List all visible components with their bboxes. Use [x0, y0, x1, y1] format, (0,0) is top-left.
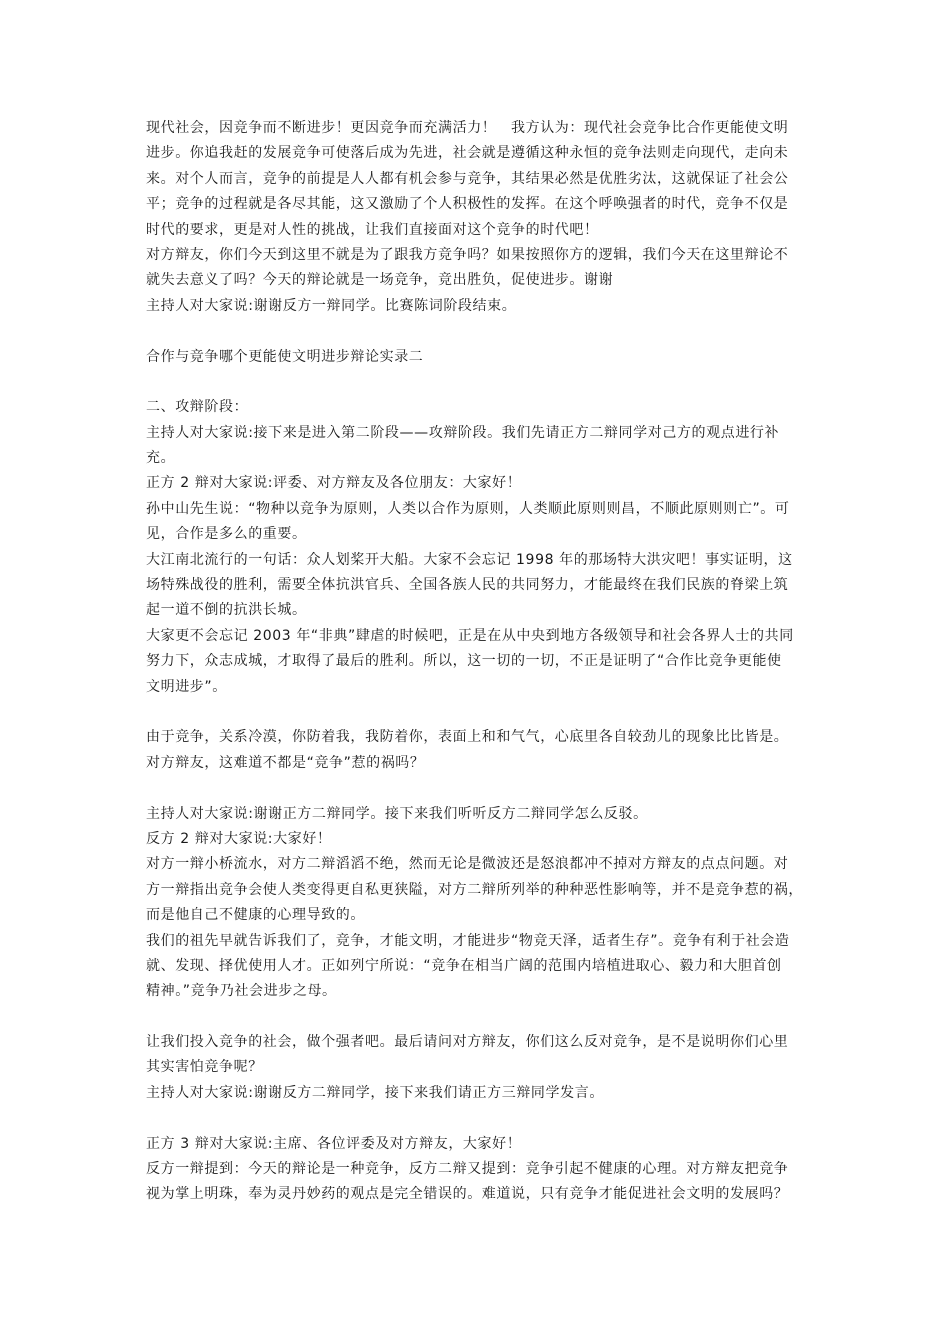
text-line: 文明进步”。	[146, 678, 227, 695]
paragraph-gap	[146, 370, 814, 395]
text-line: 主持人对大家说:接下来是进入第二阶段——攻辩阶段。我们先请正方二辩同学对己方的观点进行补	[146, 424, 780, 441]
text-line: 大江南北流行的一句话：众人划桨开大船。大家不会忘记 1998 年的那场特大洪灾吧！事实证明，这	[146, 551, 793, 568]
text-line: 见，合作是多么的重要。	[146, 526, 307, 543]
text-line: 主持人对大家说:谢谢正方二辩同学。接下来我们听听反方二辩同学怎么反驳。	[146, 805, 648, 822]
text-line: 其实害怕竞争呢？	[146, 1059, 263, 1076]
text-line: 充。	[146, 450, 176, 467]
text-line: 让我们投入竞争的社会，做个强者吧。最后请问对方辩友，你们这么反对竞争，是不是说明你们心里	[146, 1034, 789, 1051]
text-line: 主持人对大家说:谢谢反方一辩同学。比赛陈词阶段结束。	[146, 297, 517, 314]
text-line: 来。对个人而言，竞争的前提是人人都有机会参与竞争，其结果必然是优胜劣汰，这就保证了社会公	[146, 170, 789, 187]
text-line: 而是他自己不健康的心理导致的。	[146, 907, 365, 924]
text-line: 进步。你追我赶的发展竞争可使落后成为先进，社会就是遵循这种永恒的竞争法则走向现代，走向未	[146, 145, 789, 162]
paragraph-gap	[146, 776, 814, 801]
text-line: 由于竞争，关系冷漠，你防着我，我防着你，表面上和和气气，心底里各自较劲儿的现象比比皆是。	[146, 729, 789, 746]
text-line: 起一道不倒的抗洪长城。	[146, 602, 307, 619]
text-line: 就失去意义了吗？今天的辩论就是一场竞争，竞出胜负，促使进步。谢谢	[146, 272, 614, 289]
section-heading: 二、攻辩阶段：	[146, 399, 249, 416]
text-line: 现代社会，因竞争而不断进步！更因竞争而充满活力！ 我方认为：现代社会竞争比合作更能使文明	[146, 120, 789, 136]
document-body	[146, 116, 814, 1208]
text-line: 方一辩指出竞争会使人类变得更自私更狭隘，对方二辩所列举的种种恶性影响等，并不是竞争惹的祸，	[146, 881, 803, 898]
text-line: 正方 2 辩对大家说:评委、对方辩友及各位朋友：大家好！	[146, 475, 522, 492]
text-line: 正方 3 辩对大家说:主席、各位评委及对方辩友，大家好！	[146, 1135, 522, 1152]
text-line: 时代的要求，更是对人性的挑战，让我们直接面对这个竞争的时代吧！	[146, 221, 599, 238]
paragraph-gap	[146, 700, 814, 725]
text-line: 场特殊战役的胜利，需要全体抗洪官兵、全国各族人民的共同努力，才能最终在我们民族的脊梁上筑	[146, 577, 789, 594]
text-line: 大家更不会忘记 2003 年“非典”肆虐的时候吧，正是在从中央到地方各级领导和社会各界人士的共同	[146, 627, 794, 644]
text-line: 对方辩友，这难道不都是“竞争”惹的祸吗？	[146, 754, 425, 771]
text-line: 对方一辩小桥流水，对方二辩滔滔不绝，然而无论是微波还是怒浪都冲不掉对方辩友的点点问题。对	[146, 856, 789, 873]
paragraph-gap	[146, 319, 814, 344]
text-line: 反方 2 辩对大家说:大家好！	[146, 830, 332, 847]
text-line: 努力下，众志成城，才取得了最后的胜利。所以，这一切的一切，不正是证明了“合作比竞争更能使	[146, 653, 782, 670]
text-line: 视为掌上明珠，奉为灵丹妙药的观点是完全错误的。难道说，只有竞争才能促进社会文明的发展吗？	[146, 1186, 789, 1203]
text-line: 主持人对大家说:谢谢反方二辩同学，接下来我们请正方三辩同学发言。	[146, 1084, 604, 1101]
text-line: 精神。”竞争乃社会进步之母。	[146, 983, 337, 1000]
text-line: 我们的祖先早就告诉我们了，竞争，才能文明，才能进步“物竞天泽，适者生存”。竞争有利于社会造	[146, 932, 790, 949]
section-title: 合作与竞争哪个更能使文明进步辩论实录二	[146, 348, 424, 365]
text-line: 平；竞争的过程就是各尽其能，这又激励了个人积极性的发挥。在这个呼唤强者的时代，竞争不仅是	[146, 196, 789, 213]
text-line: 孙中山先生说：“物种以竞争为原则，人类以合作为原则，人类顺此原则则昌，不顺此原则则亡”。可	[146, 500, 790, 517]
text-line: 反方一辩提到：今天的辩论是一种竞争，反方二辩又提到：竞争引起不健康的心理。对方辩友把竞争	[146, 1161, 789, 1178]
paragraph-gap	[146, 1005, 814, 1030]
text-line: 对方辩友，你们今天到这里不就是为了跟我方竞争吗？如果按照你方的逻辑，我们今天在这里辩论不	[146, 246, 789, 263]
paragraph-gap	[146, 1106, 814, 1131]
text-line: 就、发现、择优使用人才。正如列宁所说：“竞争在相当广阔的范围内培植进取心、毅力和大胆首创	[146, 957, 782, 974]
